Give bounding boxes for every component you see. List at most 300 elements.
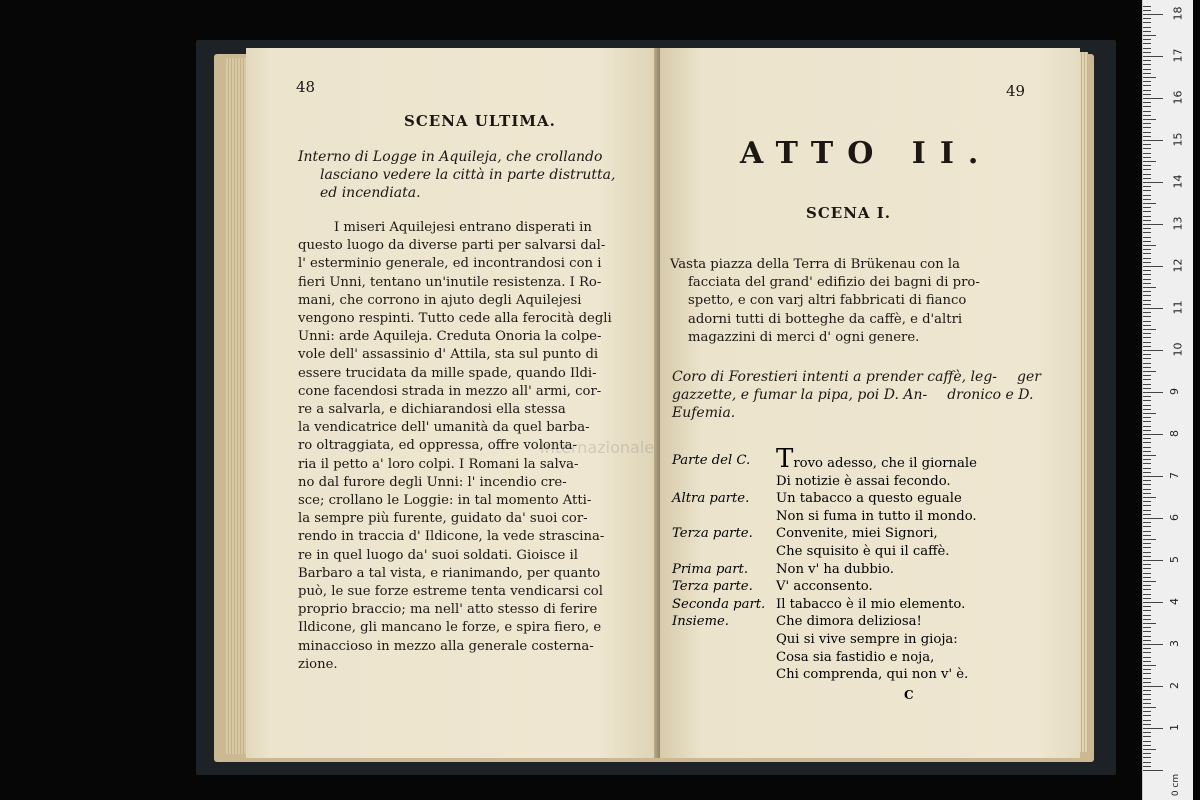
ruler-tick (1143, 186, 1151, 187)
ruler-unit: 0 cm (1171, 773, 1182, 797)
ruler-tick (1143, 52, 1151, 53)
ruler-tick (1143, 102, 1151, 103)
ruler-tick (1143, 283, 1151, 284)
ruler-tick (1143, 736, 1151, 737)
ruler-tick (1143, 459, 1151, 460)
dialogue-row (672, 649, 1072, 667)
ruler-tick (1143, 476, 1163, 477)
text-line: I miseri Aquilejesi entrano disperati in (334, 220, 592, 235)
ruler-tick (1143, 94, 1151, 95)
ruler-tick (1143, 757, 1151, 758)
ruler-tick (1143, 64, 1151, 65)
ruler-tick (1143, 258, 1151, 259)
ruler-number: 3 (1168, 640, 1181, 647)
ruler-tick (1143, 501, 1151, 502)
text-line: re a salvarla, e dichiarandosi ella stessa (298, 402, 566, 418)
ruler-tick (1143, 232, 1151, 233)
ruler-tick (1143, 81, 1151, 82)
ruler-tick (1143, 568, 1151, 569)
ruler-tick (1143, 598, 1151, 599)
ruler-tick (1143, 396, 1151, 397)
ruler-number: 13 (1171, 216, 1185, 231)
dialogue-text: Un tabacco a questo eguale (776, 491, 962, 507)
ruler-tick (1143, 342, 1151, 343)
ruler-tick (1143, 354, 1151, 355)
ruler-number: 16 (1171, 90, 1185, 105)
ruler-tick (1143, 703, 1151, 704)
left-page-stack (226, 58, 248, 754)
text-line: fieri Unni, tentano un'inutile resistenza. I Ro- (298, 274, 602, 290)
ruler-tick (1143, 522, 1151, 523)
speaker-label (672, 543, 776, 561)
ruler-tick (1143, 363, 1151, 364)
ruler-tick (1143, 199, 1151, 200)
ruler-tick (1143, 127, 1151, 128)
ruler-tick (1143, 430, 1151, 431)
ruler-tick (1143, 312, 1151, 313)
signature-mark: C (904, 688, 914, 702)
ruler-tick (1143, 169, 1151, 170)
ruler-tick (1143, 426, 1151, 427)
text-line: essere trucidata da mille spade, quando Ildi- (298, 365, 597, 381)
ruler-tick (1143, 274, 1151, 275)
ruler-tick (1143, 6, 1151, 7)
ruler-tick (1143, 669, 1151, 670)
ruler-tick (1143, 60, 1151, 61)
ruler-number: 2 (1168, 682, 1181, 689)
ruler-tick (1143, 463, 1151, 464)
speaker-label: Prima part. (672, 561, 749, 577)
ruler-tick (1143, 694, 1151, 695)
drop-initial: T (776, 444, 794, 474)
dialogue-text: Chi comprenda, qui non v' è. (776, 667, 969, 683)
ruler-tick (1143, 39, 1151, 40)
text-line: sce; crollano le Loggie: in tal momento Atti- (298, 493, 592, 509)
text-line: questo luogo da diverse parti per salvarsi dal- (298, 238, 606, 254)
ruler-tick (1143, 106, 1151, 107)
ruler-tick (1143, 715, 1151, 716)
dialogue-line (776, 613, 922, 631)
ruler-number: 12 (1171, 258, 1185, 273)
ruler-tick (1143, 606, 1151, 607)
ruler-tick (1143, 325, 1151, 326)
ruler-tick (1143, 480, 1151, 481)
dialogue-text: rovo adesso, che il giornale (793, 456, 977, 471)
dialogue-line (776, 561, 894, 579)
ruler-tick (1143, 749, 1156, 750)
text-line: mani, che corrono in ajuto degli Aquilejesi (298, 292, 582, 308)
text-line: cone facendosi strada in mezzo all' armi, cor- (298, 383, 602, 399)
left-scene-heading: SCENA ULTIMA. (404, 112, 556, 130)
ruler-tick (1143, 409, 1151, 410)
ruler-tick (1143, 224, 1163, 225)
dialogue-text: V' acconsento. (776, 579, 873, 595)
ruler-tick (1143, 762, 1151, 763)
ruler-number: 11 (1171, 300, 1185, 315)
ruler-number: 1 (1168, 724, 1181, 731)
ruler-tick (1143, 510, 1151, 511)
speaker-label: Terza parte. (672, 579, 753, 595)
ruler-tick (1143, 31, 1151, 32)
ruler-tick (1143, 531, 1151, 532)
ruler-tick (1143, 77, 1156, 78)
dialogue-line (776, 596, 965, 614)
dialogue-row (672, 508, 1072, 526)
speaker-label: Parte del C. (672, 453, 751, 468)
ruler-tick (1143, 228, 1151, 229)
ruler-tick (1143, 136, 1151, 137)
ruler-tick (1143, 253, 1151, 254)
ruler-tick (1143, 724, 1151, 725)
ruler-tick (1143, 648, 1151, 649)
ruler-tick (1143, 547, 1151, 548)
ruler-tick (1143, 43, 1151, 44)
ruler-tick (1143, 556, 1151, 557)
text-line: può, le sue forze estreme tenta vendicarsi col (298, 584, 603, 600)
ruler-tick (1143, 720, 1151, 721)
ruler-tick (1143, 211, 1151, 212)
ruler-tick (1143, 241, 1151, 242)
speaker-label (672, 508, 776, 526)
ruler-tick (1143, 295, 1151, 296)
ruler-tick (1143, 22, 1151, 23)
ruler-tick (1143, 686, 1163, 687)
ruler-tick (1143, 619, 1151, 620)
ruler-tick (1143, 770, 1163, 771)
ruler-tick (1143, 678, 1151, 679)
ruler-tick (1143, 484, 1151, 485)
ruler-tick (1143, 203, 1156, 204)
dialogue-text: Non si fuma in tutto il mondo. (776, 508, 977, 524)
ruler-number: 6 (1168, 514, 1181, 521)
ruler-tick (1143, 539, 1156, 540)
text-line: Coro di Forestieri intenti a prender caffè, leg- (672, 369, 998, 385)
ruler-number: 14 (1171, 174, 1185, 189)
ruler-tick (1143, 489, 1151, 490)
ruler-tick (1143, 165, 1151, 166)
dialogue-text: Che squisito è qui il caffè. (776, 543, 950, 559)
ruler-tick (1143, 392, 1163, 393)
ruler-tick (1143, 615, 1151, 616)
ruler-tick (1143, 682, 1151, 683)
ruler-tick (1143, 207, 1151, 208)
ruler-tick (1143, 35, 1156, 36)
ruler-number: 9 (1168, 388, 1181, 395)
ruler-tick (1143, 153, 1151, 154)
ruler-tick (1143, 552, 1151, 553)
ruler-tick (1143, 741, 1151, 742)
ruler-tick (1143, 535, 1151, 536)
ruler-tick (1143, 438, 1151, 439)
dialogue-text: Il tabacco è il mio elemento. (776, 596, 966, 612)
dialogue-row (672, 490, 1072, 508)
dialogue-text: Non v' ha dubbio. (776, 561, 894, 577)
text-line: l' esterminio generale, ed incontrandosi con i (298, 256, 602, 272)
ruler-tick (1143, 161, 1156, 162)
dialogue-row (672, 525, 1072, 543)
ruler-tick (1143, 421, 1151, 422)
ruler-tick (1143, 434, 1163, 435)
scene-setting (670, 256, 1030, 347)
text-line: zione. (298, 656, 338, 672)
ruler-tick (1143, 497, 1156, 498)
ruler-tick (1143, 673, 1151, 674)
ruler-tick (1143, 308, 1163, 309)
text-line: Barbaro a tal vista, e rianimando, per quanto (298, 565, 601, 581)
ruler-tick (1143, 514, 1151, 515)
ruler-tick (1143, 367, 1151, 368)
ruler-tick (1143, 270, 1151, 271)
dialogue-text: Che dimora deliziosa! (776, 614, 922, 630)
dialogue-row (672, 543, 1072, 561)
ruler-tick (1143, 711, 1151, 712)
ruler-tick (1143, 10, 1151, 11)
ruler-tick (1143, 472, 1151, 473)
measurement-ruler (1142, 0, 1193, 800)
text-line: vengono respinti. Tutto cede alla ferocità degli (298, 311, 612, 327)
ruler-tick (1143, 468, 1151, 469)
left-stage-direction: Interno di Logge in Aquileja, che crollando lasciano vedere la città in parte distrutta, ed incendiata. (298, 149, 616, 201)
ruler-tick (1143, 375, 1151, 376)
text-line: dronico e D. Eufemia. (672, 387, 1034, 421)
ruler-tick (1143, 384, 1151, 385)
text-line: ger gazzette, e fumar la pipa, poi D. An- (672, 369, 1041, 403)
ruler-tick (1143, 627, 1151, 628)
ruler-tick (1143, 245, 1156, 246)
ruler-number: 17 (1171, 48, 1185, 63)
right-scene-heading: SCENA I. (806, 204, 892, 222)
ruler-tick (1143, 358, 1151, 359)
ruler-tick (1143, 526, 1151, 527)
ruler-tick (1143, 589, 1151, 590)
ruler-tick (1143, 111, 1151, 112)
dialogue-line (776, 649, 934, 667)
text-line: vole dell' assassinio d' Attila, sta sul punto di (298, 347, 599, 363)
ruler-tick (1143, 123, 1151, 124)
ruler-tick (1143, 652, 1151, 653)
left-page (246, 48, 660, 758)
ruler-tick (1143, 237, 1151, 238)
dialogue-block (672, 444, 1072, 684)
speaker-label (672, 631, 776, 649)
ruler-tick (1143, 732, 1151, 733)
ruler-tick (1143, 132, 1151, 133)
dialogue-row (672, 666, 1072, 684)
ruler-number: 15 (1171, 132, 1185, 147)
ruler-tick (1143, 329, 1156, 330)
dialogue-text: Qui si vive sempre in gioja: (776, 631, 958, 647)
dialogue-row (672, 578, 1072, 596)
ruler-tick (1143, 300, 1151, 301)
text-line: Ildicone, gli mancano le forze, e spira fiero, e (298, 620, 602, 636)
text-line: la vendicatrice dell' umanità da quel barba- (298, 420, 590, 436)
ruler-tick (1143, 98, 1163, 99)
ruler-tick (1143, 316, 1151, 317)
ruler-tick (1143, 90, 1151, 91)
ruler-tick (1143, 216, 1151, 217)
speaker-label: Seconda part. (672, 596, 766, 612)
speaker-label: Altra parte. (672, 491, 750, 507)
ruler-tick (1143, 543, 1151, 544)
ruler-tick (1143, 631, 1151, 632)
ruler-tick (1143, 745, 1151, 746)
dialogue-line (776, 578, 873, 596)
ruler-tick (1143, 636, 1151, 637)
ruler-tick (1143, 157, 1151, 158)
ruler-tick (1143, 144, 1151, 145)
ruler-tick (1143, 174, 1151, 175)
dialogue-line (776, 631, 958, 649)
act-title: ATTO II. (740, 136, 993, 171)
ruler-tick (1143, 266, 1163, 267)
ruler-tick (1143, 220, 1151, 221)
ruler-tick (1143, 640, 1151, 641)
dialogue-text: Di notizie è assai fecondo. (776, 473, 951, 489)
text-line: ria il petto a' loro colpi. I Romani la salva- (298, 456, 579, 472)
dialogue-row (672, 561, 1072, 579)
ruler-tick (1143, 249, 1151, 250)
ruler-tick (1143, 564, 1151, 565)
ruler-number: 7 (1168, 472, 1181, 479)
ruler-tick (1143, 699, 1151, 700)
ruler-tick (1143, 287, 1156, 288)
ruler-tick (1143, 119, 1156, 120)
ruler-tick (1143, 451, 1151, 452)
dialogue-row (672, 444, 1072, 474)
text-line: Unni: arde Aquileja. Creduta Onoria la colpe- (298, 329, 602, 345)
dialogue-text: Convenite, miei Signori, (776, 526, 938, 542)
ruler-tick (1143, 690, 1151, 691)
ruler-tick (1143, 442, 1151, 443)
dialogue-line (776, 666, 968, 684)
ruler-tick (1143, 623, 1156, 624)
dialogue-line (776, 543, 950, 561)
ruler-tick (1143, 400, 1151, 401)
ruler-tick (1143, 27, 1151, 28)
ruler-tick (1143, 18, 1151, 19)
ruler-tick (1143, 371, 1156, 372)
speaker-label (672, 649, 776, 667)
text-line: adorni tutti di botteghe da caffè, e d'altri (688, 311, 963, 327)
text-line: ro oltraggiata, ed oppressa, offre volonta- (298, 438, 577, 454)
ruler-number: 4 (1168, 598, 1181, 605)
text-line: re in quel luogo da' suoi soldati. Gioisce il (298, 547, 578, 563)
ruler-tick (1143, 707, 1156, 708)
ruler-tick (1143, 333, 1151, 334)
ruler-tick (1143, 518, 1163, 519)
ruler-number: 5 (1168, 556, 1181, 563)
ruler-tick (1143, 178, 1151, 179)
ruler-tick (1143, 379, 1151, 380)
chorus-direction (672, 368, 1042, 422)
ruler-number: 18 (1171, 6, 1185, 21)
dialogue-line (776, 473, 951, 491)
ruler-tick (1143, 455, 1156, 456)
ruler-tick (1143, 505, 1151, 506)
ruler-tick (1143, 148, 1151, 149)
ruler-tick (1143, 48, 1151, 49)
ruler-tick (1143, 560, 1163, 561)
text-line: no dal furore degli Unni: l' incendio cre- (298, 474, 567, 490)
text-line: rendo in traccia d' Ildicone, la vede strascina- (298, 529, 605, 545)
ruler-tick (1143, 661, 1151, 662)
speaker-label (672, 666, 776, 684)
text-line: la sempre più furente, guidato da' suoi cor- (298, 511, 588, 527)
ruler-tick (1143, 405, 1151, 406)
ruler-tick (1143, 279, 1151, 280)
ruler-tick (1143, 346, 1151, 347)
ruler-tick (1143, 602, 1163, 603)
ruler-tick (1143, 291, 1151, 292)
ruler-tick (1143, 304, 1151, 305)
dialogue-row (672, 631, 1072, 649)
right-page-number: 49 (1006, 82, 1026, 100)
ruler-tick (1143, 140, 1163, 141)
text-line: minaccioso in mezzo alla generale costerna- (298, 638, 594, 654)
ruler-tick (1143, 581, 1156, 582)
ruler-tick (1143, 447, 1151, 448)
ruler-tick (1143, 182, 1163, 183)
watermark: Internazionale (540, 438, 655, 457)
ruler-tick (1143, 728, 1163, 729)
ruler-tick (1143, 657, 1151, 658)
text-line: spetto, e con varj altri fabbricati di fianco (688, 293, 967, 309)
ruler-tick (1143, 262, 1151, 263)
ruler-tick (1143, 321, 1151, 322)
dialogue-line (776, 508, 977, 526)
ruler-tick (1143, 350, 1163, 351)
left-page-number: 48 (296, 78, 316, 96)
dialogue-line (776, 490, 962, 508)
dialogue-row (672, 473, 1072, 491)
ruler-tick (1143, 665, 1156, 666)
ruler-tick (1143, 115, 1151, 116)
ruler-tick (1143, 644, 1163, 645)
ruler-tick (1143, 585, 1151, 586)
speaker-label: Insieme. (672, 614, 729, 630)
ruler-tick (1143, 610, 1151, 611)
speaker-label (672, 473, 776, 491)
ruler-number: 10 (1171, 342, 1185, 357)
dialogue-line (776, 444, 977, 474)
ruler-tick (1143, 573, 1151, 574)
ruler-tick (1143, 577, 1151, 578)
ruler-number: 8 (1168, 430, 1181, 437)
dialogue-line (776, 525, 938, 543)
text-line: magazzini di merci d' ogni genere. (688, 329, 920, 345)
ruler-tick (1143, 388, 1151, 389)
ruler-tick (1143, 417, 1151, 418)
ruler-tick (1143, 337, 1151, 338)
text-line: Vasta piazza della Terra di Brükenau con la (670, 257, 961, 272)
ruler-tick (1143, 413, 1156, 414)
ruler-tick (1143, 85, 1151, 86)
dialogue-row (672, 596, 1072, 614)
text-line: facciata del grand' edifizio dei bagni di pro- (688, 275, 980, 291)
ruler-tick (1143, 766, 1151, 767)
ruler-tick (1143, 69, 1151, 70)
ruler-tick (1143, 56, 1163, 57)
speaker-label: Terza parte. (672, 526, 753, 542)
ruler-tick (1143, 190, 1151, 191)
text-line: proprio braccio; ma nell' atto stesso di ferire (298, 602, 598, 618)
dialogue-text: Cosa sia fastidio e noja, (776, 649, 935, 665)
dialogue-row (672, 613, 1072, 631)
ruler-tick (1143, 753, 1151, 754)
ruler-tick (1143, 594, 1151, 595)
ruler-tick (1143, 14, 1163, 15)
ruler-tick (1143, 493, 1151, 494)
